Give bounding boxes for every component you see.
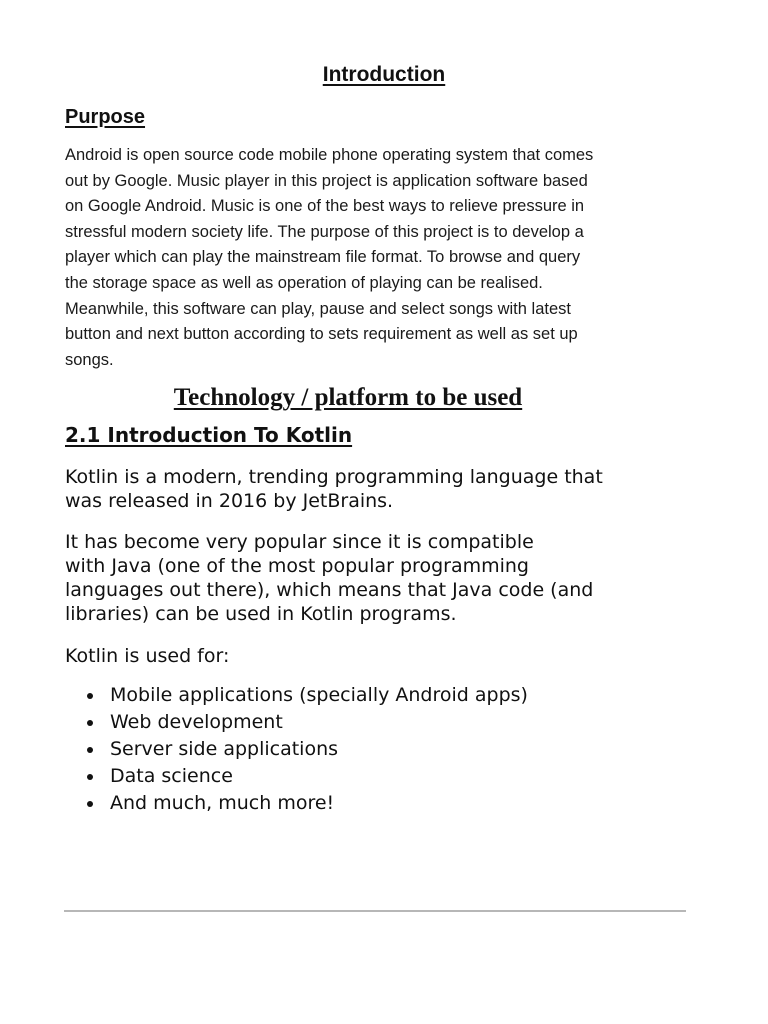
page-title-text: Introduction (322, 63, 446, 86)
purpose-line: on Google Android. Music is one of the best ways to relieve pressure in (65, 197, 585, 216)
purpose-line: the storage space as well as operation of playing can be realised. (65, 273, 543, 292)
kotlin-used-for-label: Kotlin is used for: (65, 645, 230, 667)
list-item-text: Web development (110, 711, 283, 733)
purpose-paragraph (65, 143, 685, 373)
list-item (65, 682, 705, 709)
kotlin-popularity-line: with Java (one of the most popular programming (65, 555, 529, 577)
purpose-line: button and next button according to sets requirement as well as set up (65, 325, 578, 344)
purpose-line: player which can play the mainstream file format. To browse and query (65, 248, 581, 267)
list-item (65, 709, 705, 736)
kotlin-intro-line: was released in 2016 by JetBrains. (65, 490, 394, 512)
list-item (65, 790, 705, 817)
purpose-line: stressful modern society life. The purpose of this project is to develop a (65, 222, 584, 241)
kotlin-popularity-line: It has become very popular since it is compatible (65, 531, 534, 553)
kotlin-popularity-line: libraries) can be used in Kotlin programs. (65, 603, 457, 625)
kotlin-intro-line: Kotlin is a modern, trending programming language that (65, 466, 603, 488)
kotlin-uses-list (65, 682, 705, 817)
kotlin-popularity-line: languages out there), which means that Java code (and (65, 579, 594, 601)
list-item (65, 763, 705, 790)
purpose-line: Meanwhile, this software can play, pause and select songs with latest (65, 299, 571, 318)
footer-divider (64, 910, 686, 912)
kotlin-heading: 2.1 Introduction To Kotlin (65, 423, 353, 447)
list-item-text: Mobile applications (specially Android apps) (110, 684, 528, 706)
bullet-icon (87, 747, 93, 753)
bullet-icon (87, 693, 93, 699)
kotlin-popularity-paragraph (65, 530, 705, 626)
bullet-icon (87, 801, 93, 807)
list-item-text: And much, much more! (110, 792, 335, 814)
kotlin-intro-paragraph (65, 465, 705, 513)
purpose-heading: Purpose (65, 106, 146, 128)
list-item-text: Server side applications (110, 738, 339, 760)
list-item (65, 736, 705, 763)
page-title (0, 61, 768, 89)
bullet-icon (87, 720, 93, 726)
technology-heading: Technology / platform to be used (173, 384, 523, 411)
purpose-line: Android is open source code mobile phone operating system that comes (65, 146, 594, 164)
purpose-line: songs. (65, 350, 114, 369)
bullet-icon (87, 774, 93, 780)
list-item-text: Data science (110, 765, 233, 787)
purpose-line: out by Google. Music player in this project is application software based (65, 171, 588, 190)
